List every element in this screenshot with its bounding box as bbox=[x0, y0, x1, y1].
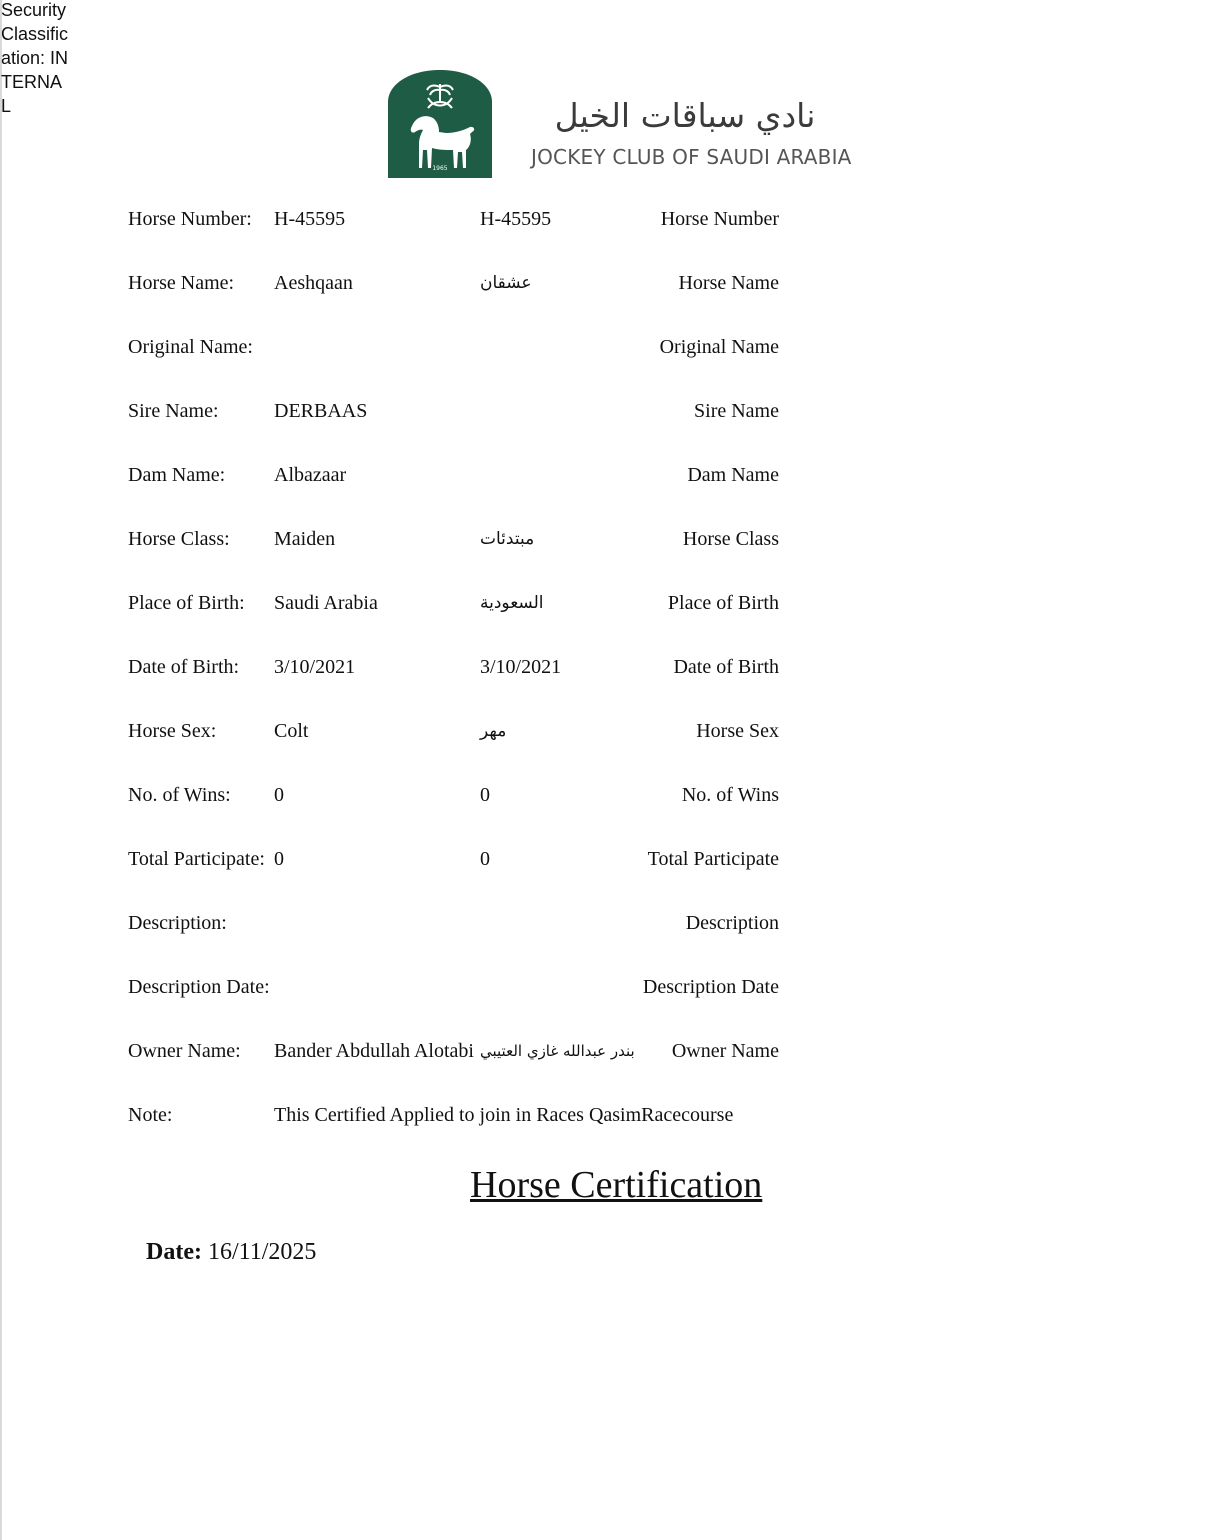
field-value-en: H-45595 bbox=[274, 208, 346, 230]
field-row-horse-class bbox=[0, 524, 1228, 554]
field-label: Sire Name: bbox=[128, 400, 219, 422]
field-value-ar: السعودية bbox=[480, 593, 544, 613]
field-label-right: Horse Name bbox=[678, 272, 779, 294]
field-value-en: Maiden bbox=[274, 528, 336, 550]
field-row-total-participate bbox=[0, 844, 1228, 874]
field-label: Place of Birth: bbox=[128, 592, 245, 614]
field-label-right: Description bbox=[685, 912, 779, 934]
field-label-right: Dam Name bbox=[687, 464, 779, 486]
security-classification: Security Classification: INTERNAL bbox=[1, 0, 69, 116]
field-label-right: Total Participate bbox=[647, 848, 779, 870]
field-value-ar: بندر عبدالله غازي العتيبي bbox=[480, 1042, 635, 1060]
field-label: Description Date: bbox=[128, 976, 270, 998]
field-row-description-date bbox=[0, 972, 1228, 1002]
field-label-right: Date of Birth bbox=[673, 656, 779, 678]
field-label-right: Original Name bbox=[659, 336, 779, 358]
field-value-en: 0 bbox=[274, 848, 284, 870]
field-label: Horse Name: bbox=[128, 272, 235, 294]
field-value-en: Bander Abdullah Alotabi bbox=[274, 1040, 474, 1062]
field-row-horse-number bbox=[0, 204, 1228, 234]
field-label-right: Horse Sex bbox=[696, 720, 779, 742]
note-text: This Certified Applied to join in Races QasimRacecourse bbox=[274, 1104, 734, 1126]
field-label: Horse Class: bbox=[128, 528, 230, 550]
field-row-horse-name bbox=[0, 268, 1228, 298]
date-value: 16/11/2025 bbox=[207, 1239, 317, 1265]
certificate-title: Horse Certification bbox=[470, 1164, 763, 1206]
field-value-en: Colt bbox=[274, 720, 309, 742]
field-label: Original Name: bbox=[128, 336, 253, 358]
field-label-right: Place of Birth bbox=[667, 592, 779, 614]
field-value-en: DERBAAS bbox=[274, 400, 368, 422]
field-value-en: Albazaar bbox=[274, 464, 347, 486]
field-label-right: Sire Name bbox=[694, 400, 779, 422]
field-label-right: No. of Wins bbox=[681, 784, 779, 806]
field-row-original-name bbox=[0, 332, 1228, 362]
field-value-en: Aeshqaan bbox=[274, 272, 353, 294]
field-value-ar: عشقان bbox=[480, 273, 532, 293]
field-value-ar: 0 bbox=[480, 848, 490, 870]
field-label-right: Description Date bbox=[642, 976, 779, 998]
field-label: Description: bbox=[128, 912, 227, 934]
field-label: Total Participate: bbox=[128, 848, 265, 870]
field-label: Dam Name: bbox=[128, 464, 226, 486]
field-label: No. of Wins: bbox=[128, 784, 231, 806]
field-row-sire-name bbox=[0, 396, 1228, 426]
field-label-right: Owner Name bbox=[671, 1040, 779, 1062]
logo-year: 1965 bbox=[432, 165, 448, 172]
field-value-ar: مبتدئات bbox=[480, 529, 535, 549]
certificate-date bbox=[146, 1236, 316, 1268]
field-value-en: 0 bbox=[274, 784, 284, 806]
field-label: Horse Sex: bbox=[128, 720, 217, 742]
field-label: Note: bbox=[128, 1104, 173, 1126]
field-label: Owner Name: bbox=[128, 1040, 241, 1062]
horse-shield-icon bbox=[388, 70, 492, 178]
field-row-place-of-birth bbox=[0, 588, 1228, 618]
field-value-ar: H-45595 bbox=[480, 208, 552, 230]
jockey-club-logo bbox=[388, 70, 852, 180]
field-value-en: Saudi Arabia bbox=[274, 592, 378, 614]
field-value-en: 3/10/2021 bbox=[274, 656, 356, 678]
field-row-description bbox=[0, 908, 1228, 938]
logo-english-name: JOCKEY CLUB OF SAUDI ARABIA bbox=[531, 145, 852, 169]
field-label: Date of Birth: bbox=[128, 656, 240, 678]
field-row-horse-sex bbox=[0, 716, 1228, 746]
field-row-date-of-birth bbox=[0, 652, 1228, 682]
field-label: Horse Number: bbox=[128, 208, 252, 230]
field-label-right: Horse Number bbox=[660, 208, 779, 230]
field-row-owner-name bbox=[0, 1036, 1228, 1066]
field-label-right: Horse Class bbox=[682, 528, 779, 550]
field-row-note bbox=[0, 1100, 1228, 1130]
field-value-ar: مهر bbox=[480, 721, 507, 741]
field-value-ar: 0 bbox=[480, 784, 490, 806]
field-row-no-of-wins bbox=[0, 780, 1228, 810]
field-value-ar: 3/10/2021 bbox=[480, 656, 562, 678]
field-row-dam-name bbox=[0, 460, 1228, 490]
logo-arabic-name: نادي سباقات الخيل bbox=[554, 96, 816, 135]
date-label: Date: bbox=[146, 1239, 202, 1265]
